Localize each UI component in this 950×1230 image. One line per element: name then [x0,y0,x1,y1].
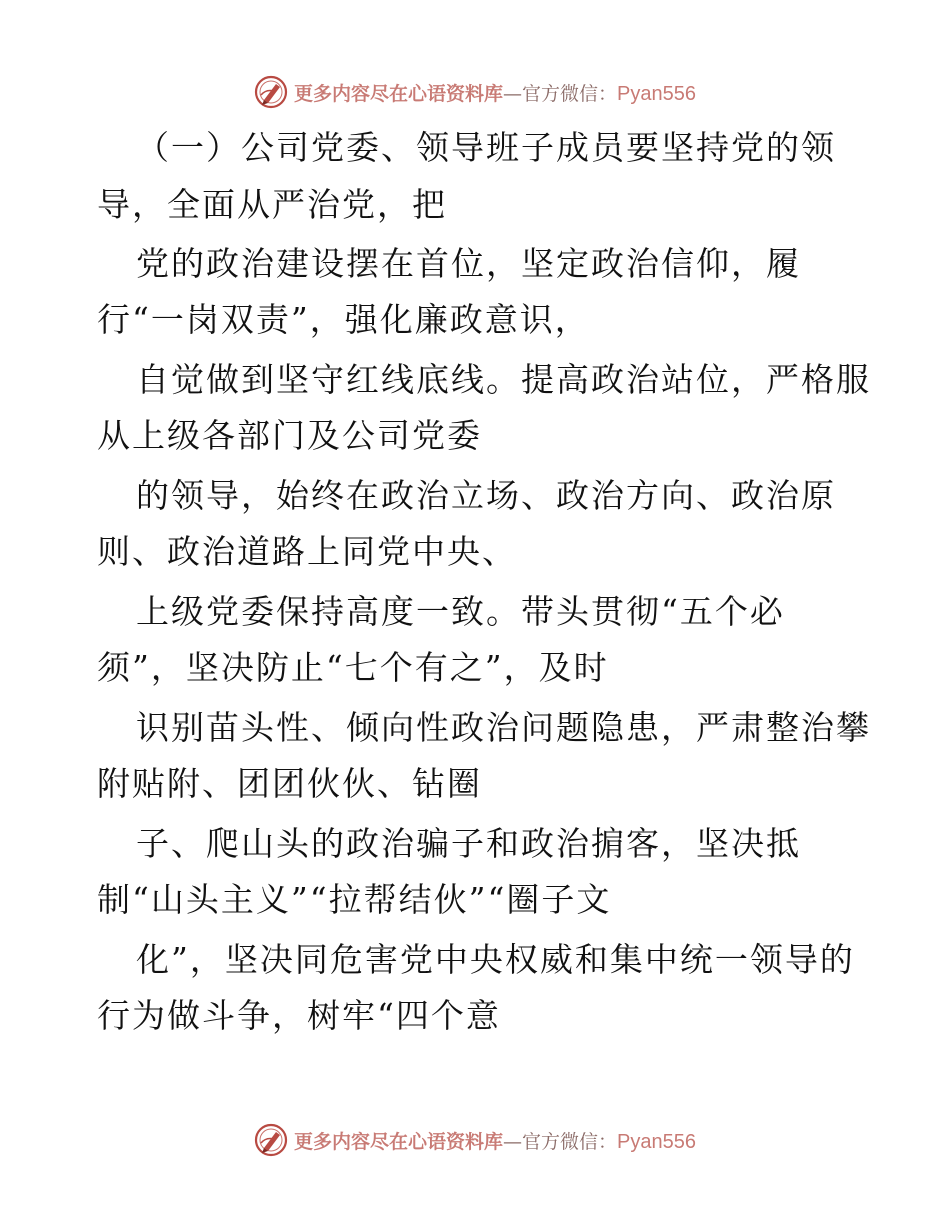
paragraph-line: 导，全面从严治党，把 [97,185,447,224]
paragraph-line: 制“山头主义”“拉帮结伙”“圈子文 [97,880,612,919]
wechat-id: Pyan556 [617,1130,696,1153]
header-watermark [0,72,950,112]
paragraph-line: 须”，坚决防止“七个有之”，及时 [97,648,609,687]
paragraph-line: 上级党委保持高度一致。带头贯彻“五个必 [136,592,785,631]
paragraph-line: （一）公司党委、领导班子成员要坚持党的领 [136,128,836,167]
banner-dash: — [503,82,523,105]
paragraph-line: 的领导，始终在政治立场、政治方向、政治原 [136,476,836,515]
paragraph-line: 化”，坚决同危害党中央权威和集中统一领导的 [136,940,855,979]
paragraph-line: 行为做斗争，树牢“四个意 [97,996,501,1035]
footer-watermark [0,1120,950,1160]
paragraph-line: 识别苗头性、倾向性政治问题隐患，严肃整治攀 [136,708,871,747]
banner-dash: — [503,1130,523,1153]
brand-text: 更多内容尽在心语资料库 [294,82,504,105]
paragraph-line: 自觉做到坚守红线底线。提高政治站位，严格服 [136,360,871,399]
paragraph-line: 则、政治道路上同党中央、 [97,532,517,571]
wechat-label: 官方微信： [522,82,618,105]
wechat-label: 官方微信： [522,1130,618,1153]
paragraph-line: 行“一岗双责”，强化廉政意识， [97,300,590,339]
pen-logo-icon [254,75,288,109]
paragraph-line: 子、爬山头的政治骗子和政治掮客，坚决抵 [136,824,801,863]
paragraph-line: 附贴附、团团伙伙、钻圈 [97,764,482,803]
wechat-id: Pyan556 [617,82,696,105]
paragraph-line: 党的政治建设摆在首位，坚定政治信仰，履 [136,244,801,283]
brand-text: 更多内容尽在心语资料库 [294,1130,504,1153]
paragraph-line: 从上级各部门及公司党委 [97,416,482,455]
pen-logo-icon [254,1123,288,1157]
